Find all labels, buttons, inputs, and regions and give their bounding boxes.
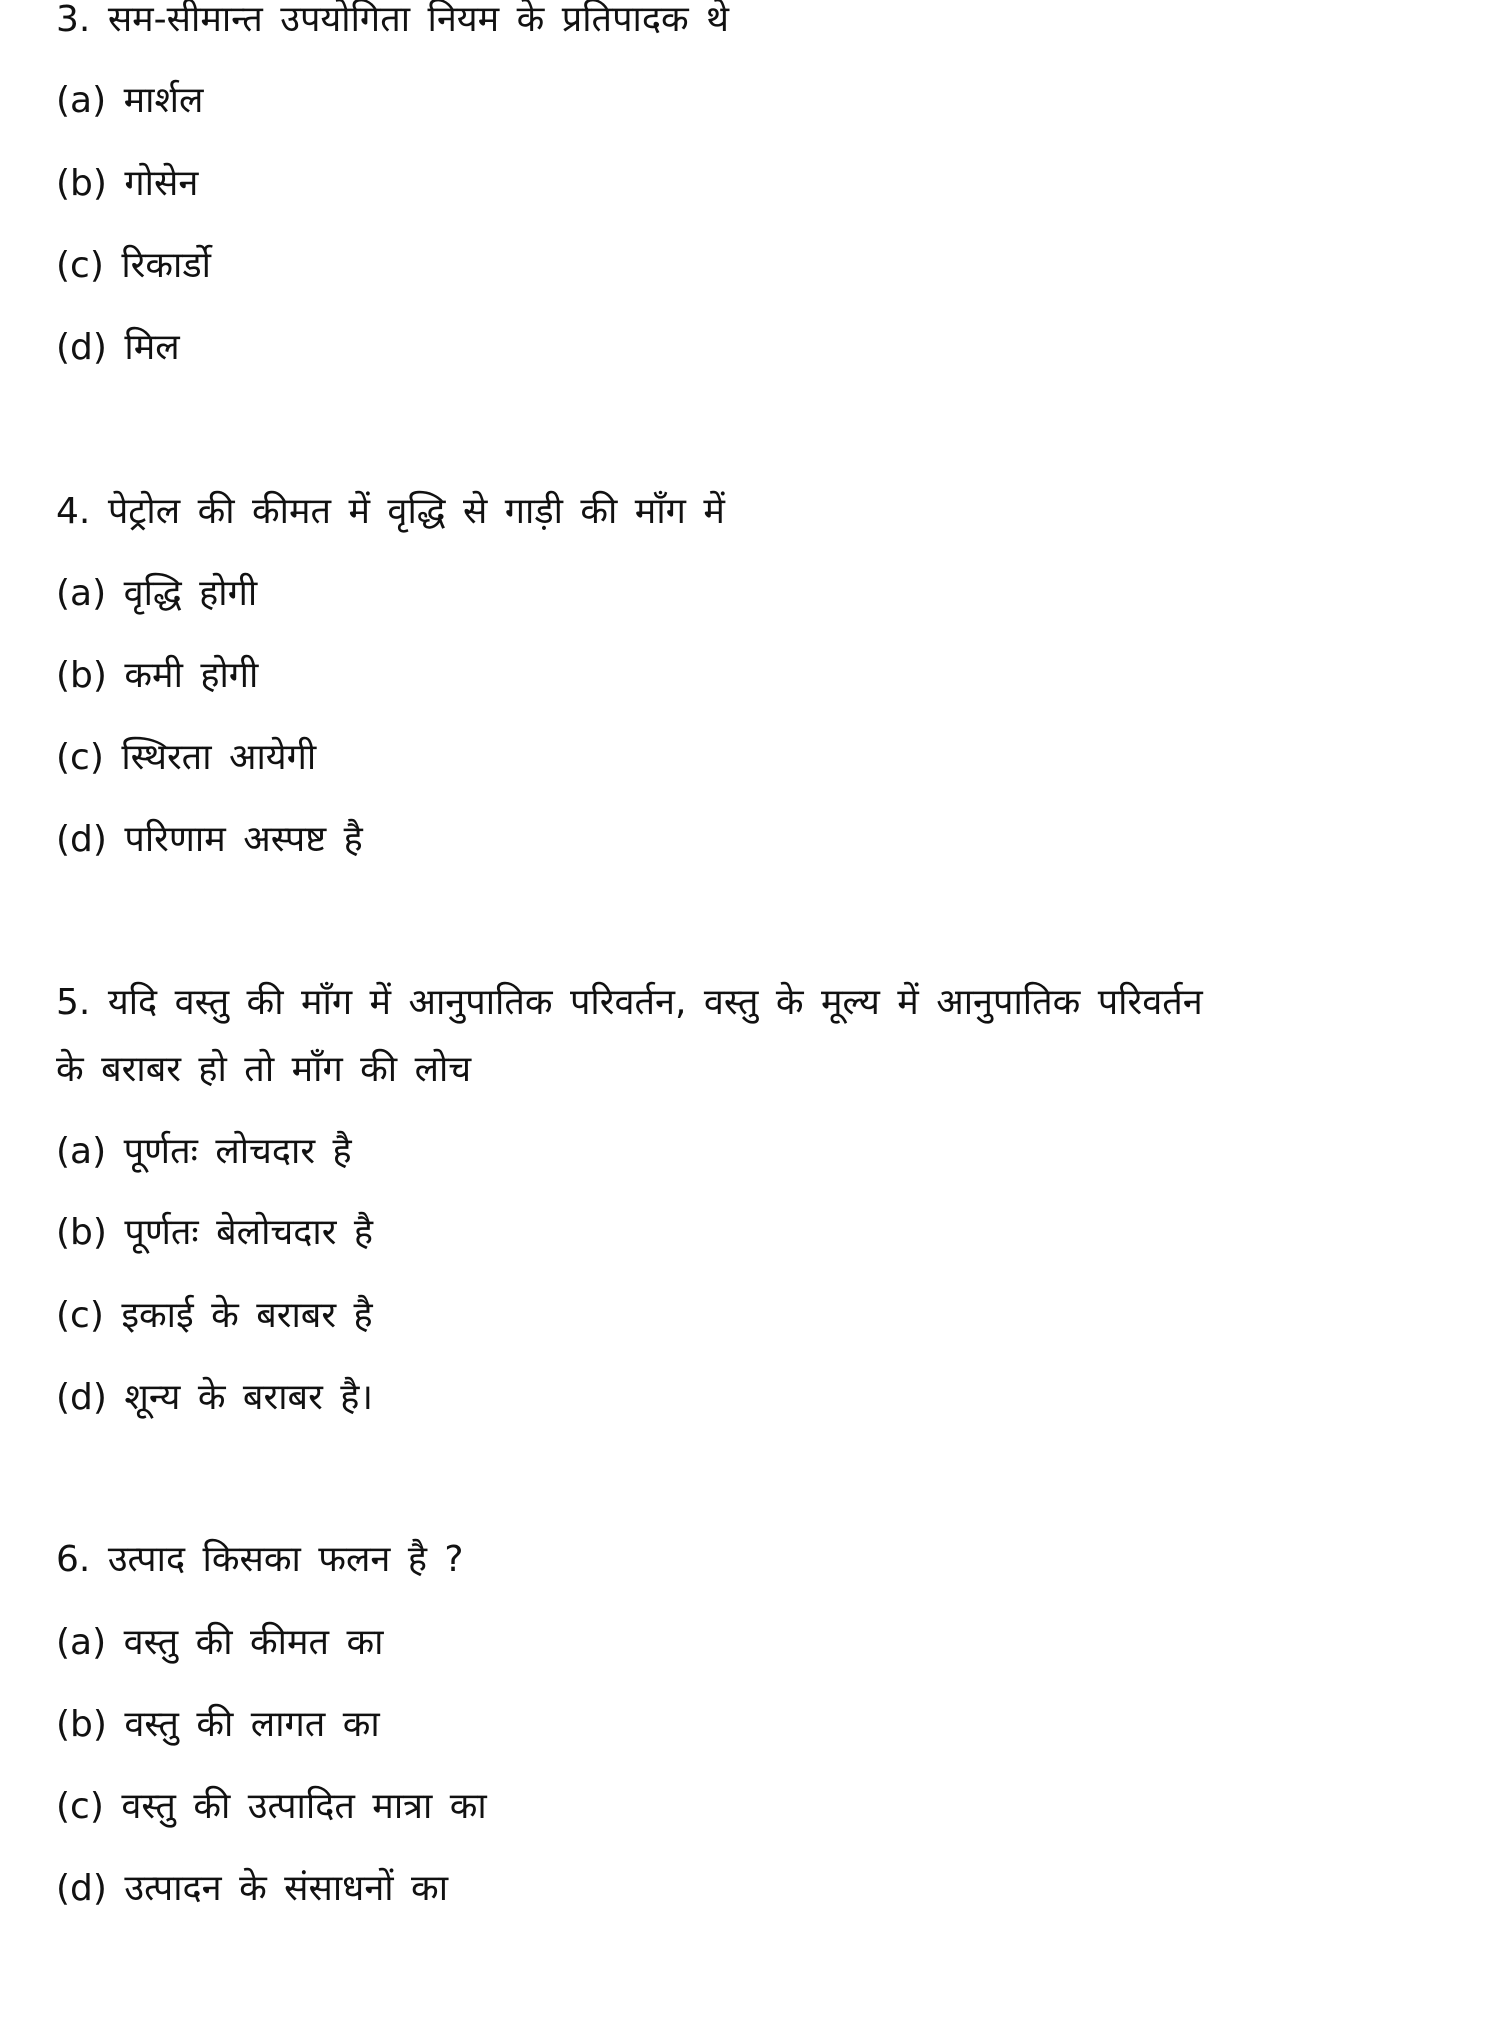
question-text: यदि वस्तु की माँग में आनुपातिक परिवर्तन, वस्तु के मूल्य में आनुपातिक परिवर्तन	[107, 982, 1203, 1023]
option-label: (b)	[56, 655, 107, 696]
option-text: पूर्णतः बेलोचदार है	[124, 1212, 373, 1253]
option-label: (c)	[56, 737, 104, 778]
option-text: वस्तु की कीमत का	[123, 1622, 384, 1663]
option-label: (d)	[56, 1868, 107, 1909]
option-text: वस्तु की लागत का	[124, 1704, 380, 1745]
option-c	[56, 243, 211, 289]
option-b	[56, 1702, 380, 1748]
option-a	[56, 78, 203, 124]
question-text: उत्पाद किसका फलन है ?	[107, 1539, 464, 1580]
option-text: गोसेन	[124, 163, 199, 204]
option-a	[56, 571, 257, 617]
option-label: (b)	[56, 163, 107, 204]
question-4	[56, 489, 725, 535]
option-c	[56, 735, 316, 781]
option-label: (d)	[56, 1377, 107, 1418]
option-text: मार्शल	[123, 80, 204, 121]
option-label: (a)	[56, 1131, 107, 1172]
question-5-continued	[56, 1047, 471, 1093]
option-label: (c)	[56, 245, 104, 286]
option-label: (b)	[56, 1212, 107, 1253]
option-label: (c)	[56, 1786, 104, 1827]
question-text: पेट्रोल की कीमत में वृद्धि से गाड़ी की माँग में	[107, 491, 725, 532]
option-d	[56, 1866, 448, 1912]
question-number: 4.	[56, 491, 91, 532]
question-6	[56, 1537, 464, 1583]
option-text: वृद्धि होगी	[123, 573, 258, 614]
question-text: सम-सीमान्त उपयोगिता नियम के प्रतिपादक थे	[107, 0, 730, 40]
option-text: स्थिरता आयेगी	[121, 737, 317, 778]
option-label: (d)	[56, 327, 107, 368]
option-label: (a)	[56, 573, 107, 614]
option-c	[56, 1293, 373, 1339]
option-c	[56, 1784, 487, 1830]
option-text: वस्तु की उत्पादित मात्रा का	[121, 1786, 487, 1827]
option-label: (c)	[56, 1295, 104, 1336]
question-number: 3.	[56, 0, 91, 40]
option-text: पूर्णतः लोचदार है	[123, 1131, 352, 1172]
option-d	[56, 1375, 373, 1421]
option-text: शून्य के बराबर है।	[124, 1377, 374, 1418]
option-label: (d)	[56, 819, 107, 860]
option-a	[56, 1620, 383, 1666]
option-b	[56, 1210, 373, 1256]
option-text: परिणाम अस्पष्ट है	[124, 819, 363, 860]
question-text: के बराबर हो तो माँग की लोच	[56, 1049, 472, 1090]
option-label: (a)	[56, 80, 107, 121]
option-a	[56, 1129, 352, 1175]
option-d	[56, 325, 180, 371]
option-b	[56, 653, 258, 699]
option-text: उत्पादन के संसाधनों का	[124, 1868, 449, 1909]
option-text: रिकार्डो	[121, 245, 211, 286]
question-5	[56, 980, 1203, 1026]
option-text: मिल	[124, 327, 180, 368]
question-number: 6.	[56, 1539, 91, 1580]
option-label: (a)	[56, 1622, 107, 1663]
option-b	[56, 161, 198, 207]
question-3	[56, 0, 729, 43]
option-d	[56, 817, 363, 863]
option-label: (b)	[56, 1704, 107, 1745]
question-number: 5.	[56, 982, 91, 1023]
option-text: इकाई के बराबर है	[121, 1295, 373, 1336]
option-text: कमी होगी	[124, 655, 259, 696]
